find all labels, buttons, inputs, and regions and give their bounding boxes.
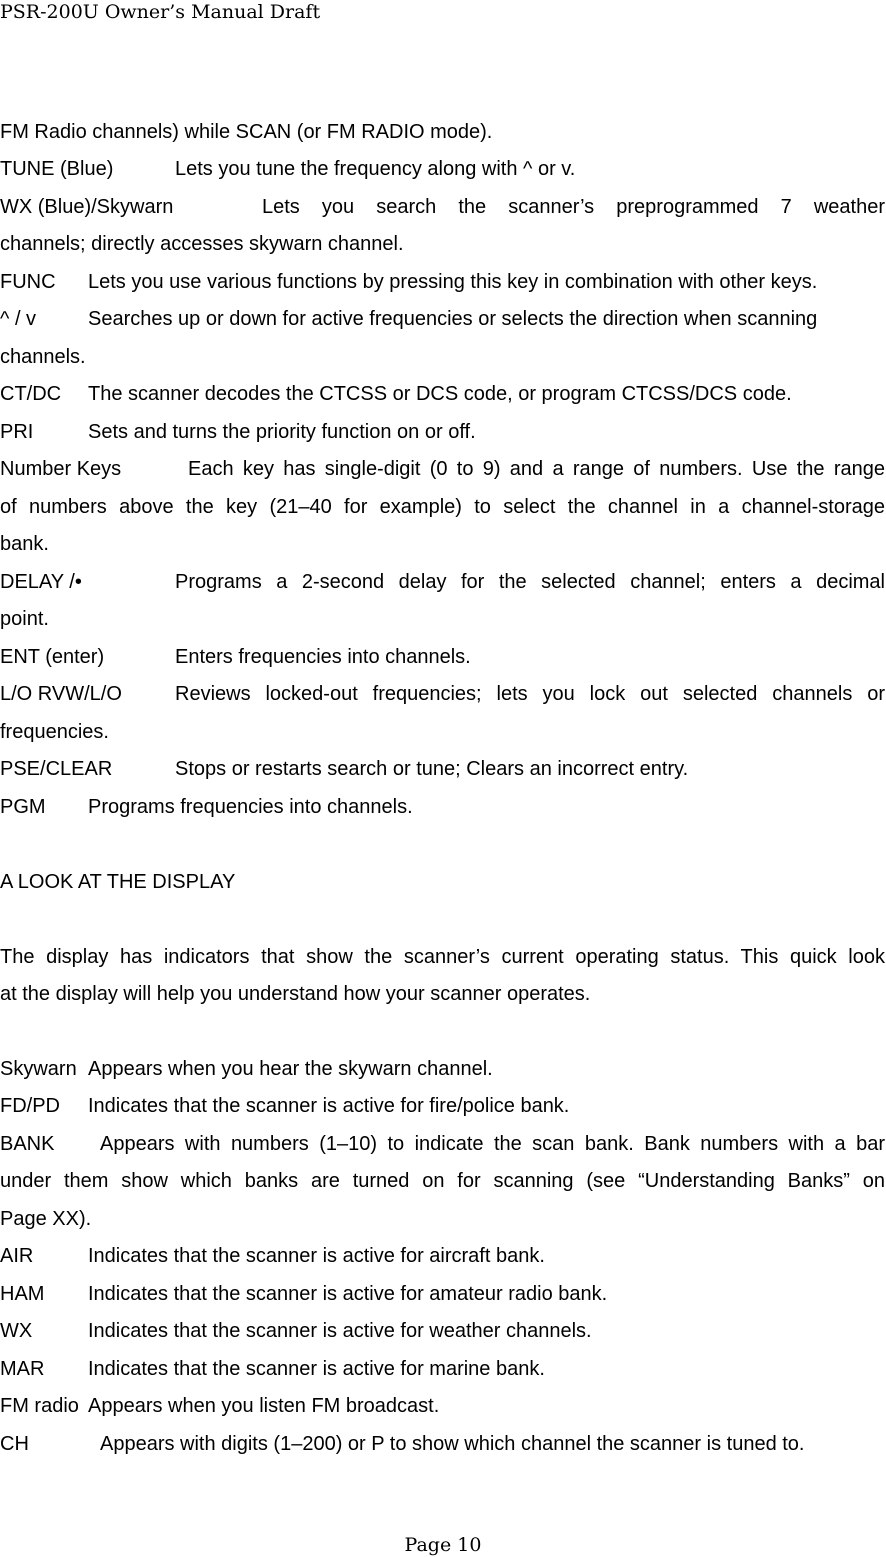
indicator-description: Appears with numbers (1–10) to indicate the scan bank. Bank numbers with a bar [100, 1133, 885, 1155]
indicator-item-bank [0, 1126, 886, 1163]
indicator-description: Indicates that the scanner is active for aircraft bank. [88, 1245, 545, 1267]
indicator-description: Indicates that the scanner is active for fire/police bank. [88, 1095, 570, 1117]
key-label: L/O RVW/L/O [0, 683, 122, 705]
indicator-label: FD/PD [0, 1095, 60, 1117]
indicator-item-air [0, 1238, 886, 1275]
indicator-description-cont: under them show which banks are turned on for scanning (see “Understanding Banks” on [0, 1170, 885, 1192]
intro-line: FM Radio channels) while SCAN (or FM RADIO mode). [0, 121, 493, 143]
indicator-label: MAR [0, 1358, 45, 1380]
key-label: FUNC [0, 271, 56, 293]
key-description: Stops or restarts search or tune; Clears an incorrect entry. [175, 758, 689, 780]
indicator-item-mar [0, 1351, 886, 1388]
key-label: DELAY /• [0, 571, 82, 593]
indicator-description: Indicates that the scanner is active for weather channels. [88, 1320, 592, 1342]
indicator-label: AIR [0, 1245, 34, 1267]
key-item-delay-cont [0, 601, 886, 638]
key-item-func [0, 264, 886, 301]
key-description: Programs frequencies into channels. [88, 796, 413, 818]
indicator-item-bank-cont [0, 1163, 886, 1200]
key-description: Searches up or down for active frequencies or selects the direction when scanning [88, 308, 818, 330]
indicator-description: Appears when you listen FM broadcast. [88, 1395, 440, 1417]
key-item-up-down [0, 301, 886, 338]
key-label: TUNE (Blue) [0, 158, 114, 180]
indicator-label: BANK [0, 1133, 55, 1155]
key-label: ^ / v [0, 308, 37, 330]
key-description: Lets you tune the frequency along with ^ or v. [175, 158, 576, 180]
indicator-description: Indicates that the scanner is active for marine bank. [88, 1358, 545, 1380]
key-label: PRI [0, 421, 34, 443]
indicator-item-ham [0, 1276, 886, 1313]
indicator-label: HAM [0, 1283, 45, 1305]
display-intro-line-2: at the display will help you understand how your scanner operates. [0, 983, 591, 1005]
key-description-cont: bank. [0, 533, 49, 555]
key-description: Lets you search the scanner’s preprogrammed 7 weather [262, 196, 885, 218]
key-item-pgm [0, 789, 886, 826]
key-description: Enters frequencies into channels. [175, 646, 471, 668]
indicator-description-cont: Page XX). [0, 1208, 92, 1230]
key-item-ctdc [0, 376, 886, 413]
key-description-cont: point. [0, 608, 49, 630]
indicator-label: Skywarn [0, 1058, 77, 1080]
key-description: Reviews locked-out frequencies; lets you lock out selected channels or [175, 683, 885, 705]
key-description: Lets you use various functions by pressing this key in combination with other keys. [88, 271, 818, 293]
key-label: ENT (enter) [0, 646, 105, 668]
page-header: PSR-200U Owner’s Manual Draft [0, 1, 321, 23]
key-description: Programs a 2-second delay for the selected channel; enters a decimal [175, 571, 885, 593]
display-intro-line-1: The display has indicators that show the scanner’s current operating status. This quick look [0, 946, 885, 968]
indicator-label: WX [0, 1320, 33, 1342]
indicator-item-fm-radio [0, 1388, 886, 1425]
key-label: WX (Blue)/Skywarn [0, 196, 174, 218]
key-label: CT/DC [0, 383, 62, 405]
page-number: Page 10 [404, 1534, 482, 1556]
key-label: PSE/CLEAR [0, 758, 113, 780]
key-item-lo-rvw-cont [0, 714, 886, 751]
key-item-number-keys-cont [0, 489, 886, 526]
key-item-pse-clear [0, 751, 886, 788]
indicator-item-ch [0, 1426, 886, 1463]
indicator-description: Indicates that the scanner is active for amateur radio bank. [88, 1283, 608, 1305]
indicator-item-bank-cont2 [0, 1201, 886, 1238]
indicator-description: Appears when you hear the skywarn channel. [88, 1058, 493, 1080]
key-description-cont: of numbers above the key (21–40 for example) to select the channel in a channel-storage [0, 496, 885, 518]
indicator-description: Appears with digits (1–200) or P to show which channel the scanner is tuned to. [100, 1433, 805, 1455]
key-label: PGM [0, 796, 46, 818]
key-description-cont: channels; directly accesses skywarn channel. [0, 233, 404, 255]
key-item-ent [0, 639, 886, 676]
key-description-cont: channels. [0, 346, 86, 368]
indicator-label: FM radio [0, 1395, 79, 1417]
key-description: Sets and turns the priority function on or off. [88, 421, 476, 443]
key-item-tune [0, 151, 886, 188]
key-item-number-keys-cont2 [0, 526, 886, 563]
key-item-wx-skywarn [0, 189, 886, 226]
key-item-lo-rvw [0, 676, 886, 713]
key-description: The scanner decodes the CTCSS or DCS code, or program CTCSS/DCS code. [88, 383, 792, 405]
key-item-delay [0, 564, 886, 601]
key-item-number-keys [0, 451, 886, 488]
indicator-item-skywarn [0, 1051, 886, 1088]
indicator-item-wx [0, 1313, 886, 1350]
key-item-wx-skywarn-cont [0, 226, 886, 263]
key-item-up-down-cont [0, 339, 886, 376]
key-description-cont: frequencies. [0, 721, 109, 743]
indicator-item-fdpd [0, 1088, 886, 1125]
section-heading: A LOOK AT THE DISPLAY [0, 871, 236, 893]
key-item-pri [0, 414, 886, 451]
indicator-label: CH [0, 1433, 29, 1455]
key-description: Each key has single-digit (0 to 9) and a range of numbers. Use the range [188, 458, 885, 480]
key-label: Number Keys [0, 458, 122, 480]
